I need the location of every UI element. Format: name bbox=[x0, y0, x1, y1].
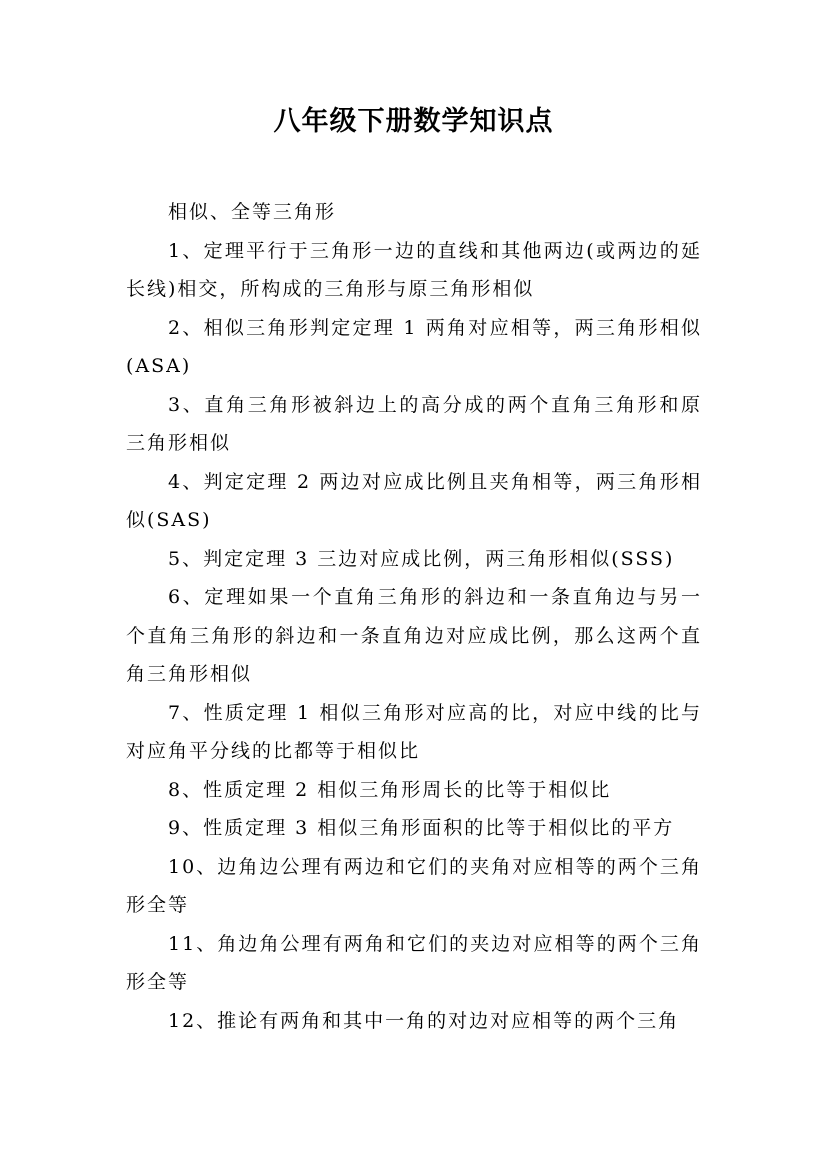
paragraph-item-10: 10、边角边公理有两边和它们的夹角对应相等的两个三角形全等 bbox=[126, 855, 702, 916]
paragraph-item-1: 1、定理平行于三角形一边的直线和其他两边(或两边的延长线)相交，所构成的三角形与原三角形相似 bbox=[126, 239, 702, 300]
paragraph-item-8: 8、性质定理 2 相似三角形周长的比等于相似比 bbox=[168, 778, 612, 801]
paragraph-item-12: 12、推论有两角和其中一角的对边对应相等的两个三角 bbox=[168, 1009, 680, 1032]
paragraph-item-11: 11、角边角公理有两角和它们的夹边对应相等的两个三角形全等 bbox=[126, 932, 702, 993]
paragraph-item-9: 9、性质定理 3 相似三角形面积的比等于相似比的平方 bbox=[168, 817, 675, 839]
section-heading: 相似、全等三角形 bbox=[168, 201, 337, 223]
paragraph-item-6: 6、定理如果一个直角三角形的斜边和一条直角边与另一个直角三角形的斜边和一条直角边对应成比例，那么这两个直角三角形相似 bbox=[126, 586, 702, 685]
paragraph-item-4: 4、判定定理 2 两边对应成比例且夹角相等，两三角形相似(SAS) bbox=[126, 470, 702, 531]
paragraph-item-5: 5、判定定理 3 三边对应成比例，两三角形相似(SSS) bbox=[168, 547, 675, 570]
paragraph-item-7: 7、性质定理 1 相似三角形对应高的比，对应中线的比与对应角平分线的比都等于相似比 bbox=[126, 701, 702, 762]
paragraph-item-3: 3、直角三角形被斜边上的高分成的两个直角三角形和原三角形相似 bbox=[126, 393, 702, 454]
document-body bbox=[126, 193, 702, 1040]
document-title: 八年级下册数学知识点 bbox=[273, 106, 554, 137]
paragraph-item-2: 2、相似三角形判定定理 1 两角对应相等，两三角形相似(ASA) bbox=[126, 316, 702, 377]
